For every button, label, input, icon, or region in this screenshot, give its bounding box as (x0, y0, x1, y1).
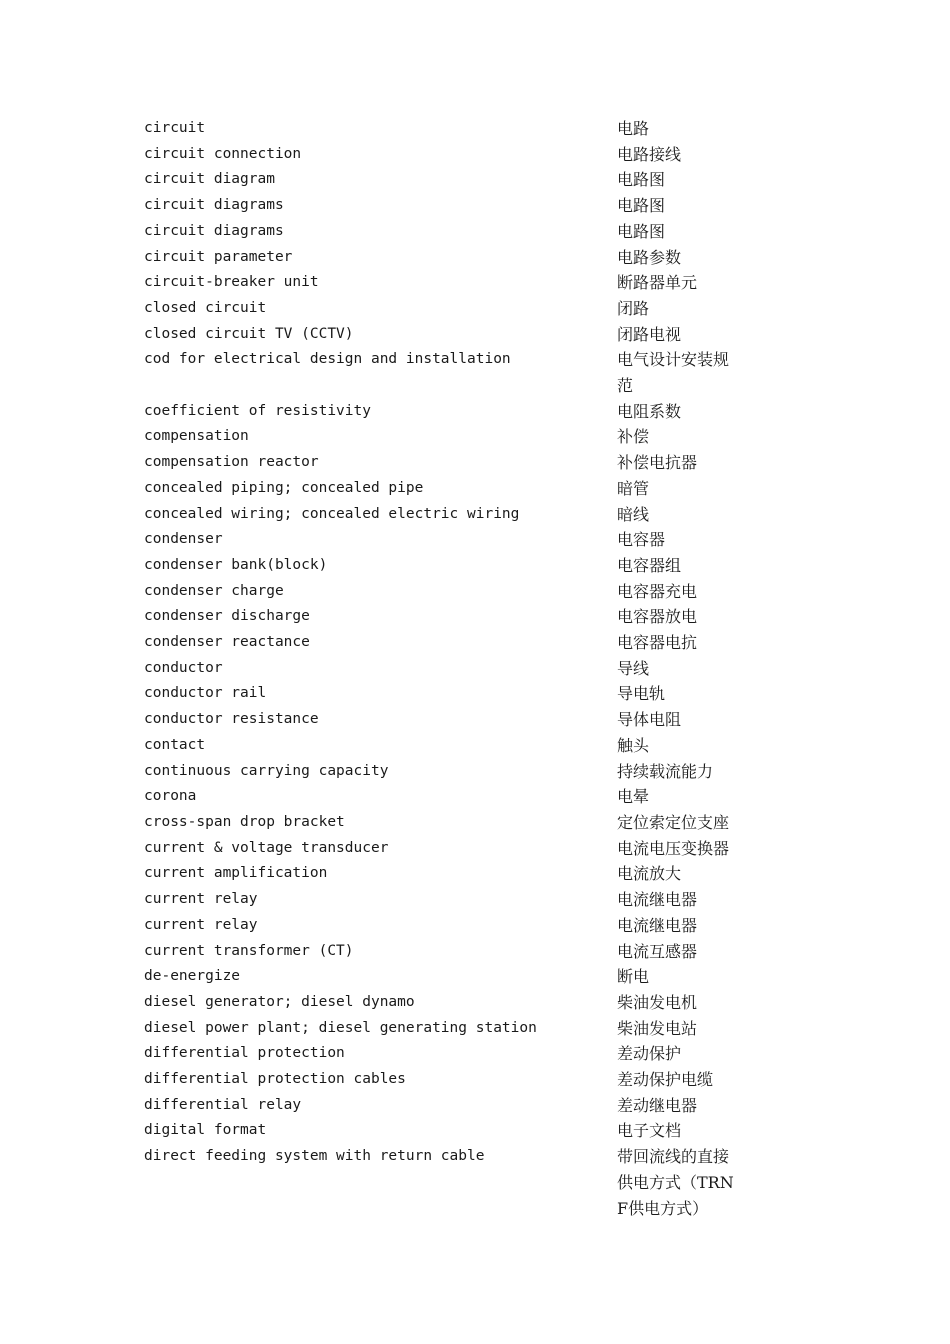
term: circuit (144, 120, 206, 136)
translation: 暗线 (617, 504, 650, 524)
glossary-row (144, 167, 744, 193)
glossary-row (144, 142, 744, 168)
translation: 电容器充电 (617, 581, 698, 601)
translation: 电子文档 (617, 1121, 682, 1141)
translation: 差动继电器 (617, 1095, 698, 1115)
glossary-row (144, 1093, 744, 1119)
term: compensation reactor (144, 454, 319, 471)
glossary-row (144, 424, 744, 450)
translation: 差动保护 (617, 1044, 682, 1064)
translation: 电路图 (617, 196, 666, 216)
term: circuit-breaker unit (144, 274, 319, 291)
term: differential protection cables (144, 1071, 406, 1088)
glossary-row (144, 245, 744, 271)
translation: 电晕 (617, 787, 650, 807)
term: direct feeding system with return cable (144, 1148, 485, 1165)
translation: 电容器放电 (617, 607, 698, 627)
term: cod for electrical design and installation (144, 351, 511, 368)
term: current & voltage transducer (144, 839, 389, 856)
glossary-row (144, 1016, 744, 1042)
term: conductor rail (144, 685, 267, 702)
term: condenser discharge (144, 608, 310, 625)
glossary-table (144, 116, 744, 1221)
translation: 导线 (617, 658, 650, 678)
translation: 触头 (617, 735, 650, 755)
translation: 导电轨 (617, 684, 666, 704)
term: condenser bank(block) (144, 556, 328, 573)
translation: 电路 (617, 119, 650, 138)
term: digital format (144, 1122, 267, 1139)
translation: 电流继电器 (617, 915, 698, 935)
glossary-row (144, 836, 744, 862)
glossary-row (144, 116, 744, 142)
glossary-row (144, 553, 744, 579)
term: concealed wiring; concealed electric wiring (144, 505, 520, 522)
translation: 电气设计安装规范 (617, 350, 730, 396)
glossary-row (144, 270, 744, 296)
translation: 电路图 (617, 221, 666, 241)
glossary-row (144, 939, 744, 965)
glossary-row (144, 579, 744, 605)
glossary-row (144, 656, 744, 682)
glossary-row (144, 784, 744, 810)
glossary-row (144, 887, 744, 913)
term: corona (144, 788, 197, 805)
translation: 电流电压变换器 (617, 838, 730, 858)
term: circuit diagrams (144, 222, 284, 239)
term: circuit connection (144, 145, 302, 162)
term: condenser (144, 531, 223, 548)
term: differential protection (144, 1045, 345, 1062)
glossary-row (144, 861, 744, 887)
term: closed circuit (144, 299, 267, 316)
translation: 电流继电器 (617, 890, 698, 910)
glossary-row (144, 759, 744, 785)
term: cross-span drop bracket (144, 813, 345, 830)
term: coefficient of resistivity (144, 402, 371, 419)
translation: 电容器电抗 (617, 633, 698, 653)
glossary-row (144, 527, 744, 553)
term: current transformer (CT) (144, 942, 354, 959)
translation: 电流互感器 (617, 941, 698, 961)
glossary-row (144, 990, 744, 1016)
term: contact (144, 736, 206, 753)
translation: 电容器 (617, 530, 666, 550)
glossary-row (144, 630, 744, 656)
term: conductor resistance (144, 711, 319, 728)
glossary-row (144, 193, 744, 219)
translation: 电容器组 (617, 555, 682, 575)
glossary-row (144, 1067, 744, 1093)
glossary-row (144, 502, 744, 528)
term: current relay (144, 916, 258, 933)
term: circuit diagram (144, 171, 275, 188)
glossary-row (144, 964, 744, 990)
term: de-energize (144, 968, 241, 985)
glossary-row (144, 476, 744, 502)
glossary-row (144, 604, 744, 630)
translation: 带回流线的直接供电方式（TRNF供电方式） (617, 1147, 734, 1218)
glossary-row (144, 219, 744, 245)
glossary-row (144, 1041, 744, 1067)
term: current amplification (144, 865, 328, 882)
glossary-row (144, 399, 744, 425)
glossary-row (144, 810, 744, 836)
translation: 电路接线 (617, 144, 682, 164)
translation: 断电 (617, 967, 650, 987)
glossary-row (144, 681, 744, 707)
translation: 导体电阻 (617, 710, 682, 730)
glossary-row (144, 733, 744, 759)
translation: 补偿 (617, 427, 650, 447)
term: condenser charge (144, 582, 284, 599)
translation: 柴油发电机 (617, 992, 698, 1012)
translation: 电路参数 (617, 247, 682, 267)
term: continuous carrying capacity (144, 762, 389, 779)
term: circuit diagrams (144, 197, 284, 214)
glossary-row (144, 322, 744, 348)
term: circuit parameter (144, 248, 293, 265)
translation: 闭路电视 (617, 324, 682, 344)
glossary-row (144, 1118, 744, 1144)
glossary-row (144, 296, 744, 322)
translation: 闭路 (617, 298, 650, 318)
term: condenser reactance (144, 634, 310, 651)
term: concealed piping; concealed pipe (144, 479, 424, 496)
term: differential relay (144, 1096, 302, 1113)
translation: 暗管 (617, 478, 650, 498)
term: diesel power plant; diesel generating station (144, 1019, 537, 1036)
translation: 断路器单元 (617, 273, 698, 293)
term: compensation (144, 428, 249, 445)
translation: 电阻系数 (617, 401, 682, 421)
term: current relay (144, 891, 258, 908)
glossary-row (144, 347, 744, 398)
translation: 差动保护电缆 (617, 1070, 714, 1090)
translation: 持续载流能力 (617, 761, 714, 781)
translation: 补偿电抗器 (617, 453, 698, 473)
glossary-row (144, 913, 744, 939)
glossary-row (144, 450, 744, 476)
translation: 电流放大 (617, 864, 682, 884)
term: diesel generator; diesel dynamo (144, 993, 415, 1010)
glossary-row (144, 1144, 744, 1221)
translation: 定位索定位支座 (617, 812, 730, 832)
glossary-row (144, 707, 744, 733)
translation: 电路图 (617, 170, 666, 190)
translation: 柴油发电站 (617, 1018, 698, 1038)
term: closed circuit TV (CCTV) (144, 325, 354, 342)
term: conductor (144, 659, 223, 676)
